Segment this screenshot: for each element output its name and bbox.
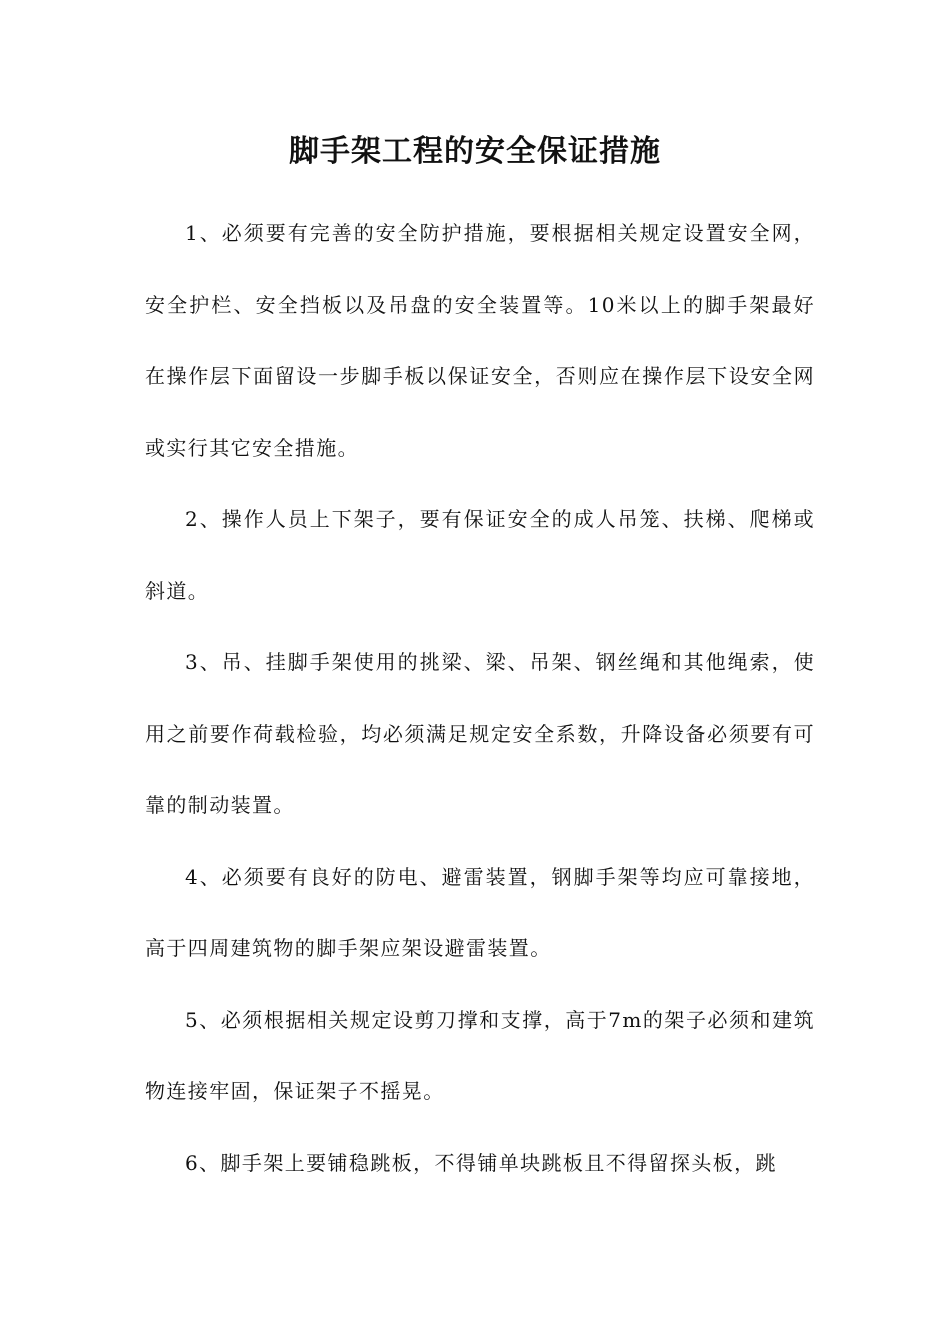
- paragraph-2: 2、操作人员上下架子，要有保证安全的成人吊笼、扶梯、爬梯或斜道。: [145, 507, 815, 603]
- paragraph-5: 5、必须根据相关规定设剪刀撑和支撑，高于7m的架子必须和建筑物连接牢固，保证架子不摇晃。: [145, 1007, 815, 1103]
- paragraph-3: 3、吊、挂脚手架使用的挑梁、梁、吊架、钢丝绳和其他绳索，使用之前要作荷载检验，均必须满足规定安全系数，升降设备必须要有可靠的制动装置。: [145, 650, 815, 817]
- paragraph-4: 4、必须要有良好的防电、避雷装置，钢脚手架等均应可靠接地，高于四周建筑物的脚手架应架设避雷装置。: [145, 864, 815, 960]
- document-title: 脚手架工程的安全保证措施: [289, 134, 661, 169]
- paragraph-1: 1、必须要有完善的安全防护措施，要根据相关规定设置安全网，安全护栏、安全挡板以及吊盘的安全装置等。10米以上的脚手架最好在操作层下面留设一步脚手板以保证安全，否则应在操作层下设安全网或实行其它安全措施。: [145, 221, 815, 460]
- document-body: [145, 198, 815, 1199]
- paragraph-6: 6、脚手架上要铺稳跳板，不得铺单块跳板且不得留探头板，跳: [185, 1150, 777, 1175]
